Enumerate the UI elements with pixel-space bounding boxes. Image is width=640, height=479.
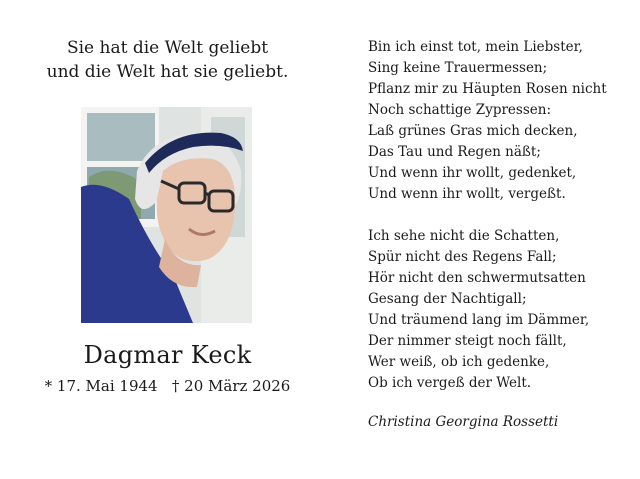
birth-date: * 17. Mai 1944 (44, 377, 158, 395)
quote-line: Sie hat die Welt geliebt (66, 38, 269, 58)
poem-line: Und träumend lang im Dämmer, (368, 312, 590, 328)
quote-line: und die Welt hat sie geliebt. (46, 62, 289, 82)
photo-window-pane (87, 113, 155, 161)
poem-line: Pflanz mir zu Häupten Rosen nicht (368, 81, 607, 97)
poem-line: Ich sehe nicht die Schatten, (368, 228, 560, 244)
poem (368, 37, 633, 394)
poem-stanza (368, 226, 633, 394)
poem-line: Hör nicht den schwermutsatten (368, 270, 586, 286)
poem-line: Wer weiß, ob ich gedenke, (368, 354, 550, 370)
poem-line: Der nimmer steigt noch fällt, (368, 333, 567, 349)
poem-author: Christina Georgina Rossetti (368, 414, 559, 430)
life-dates (0, 376, 335, 396)
poem-line: Das Tau und Regen näßt; (368, 144, 541, 160)
memorial-quote (0, 36, 335, 84)
poem-line: Noch schattige Zypressen: (368, 102, 551, 118)
poem-line: Sing keine Trauermessen; (368, 60, 548, 76)
deceased-name: Dagmar Keck (83, 341, 252, 369)
poem-line: Und wenn ihr wollt, gedenket, (368, 165, 577, 181)
date-separator (158, 377, 172, 395)
poem-line: Und wenn ihr wollt, vergeßt. (368, 186, 566, 202)
poem-line: Gesang der Nachtigall; (368, 291, 527, 307)
poem-line: Laß grünes Gras mich decken, (368, 123, 578, 139)
poem-line: Spür nicht des Regens Fall; (368, 249, 557, 265)
poem-line: Ob ich vergeß der Welt. (368, 375, 532, 391)
portrait-photo (81, 107, 252, 323)
poem-stanza (368, 37, 633, 205)
death-date: † 20 März 2026 (171, 377, 291, 395)
poem-line: Bin ich einst tot, mein Liebster, (368, 39, 583, 55)
portrait-illustration (81, 107, 252, 323)
